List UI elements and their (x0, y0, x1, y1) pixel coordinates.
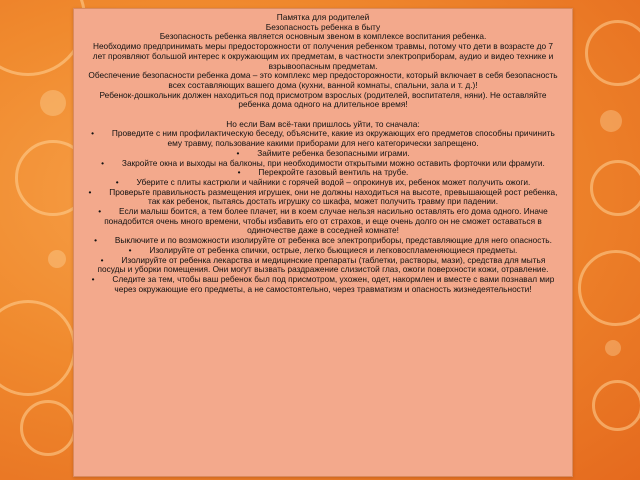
memo-bullet-item: • Выключите и по возможности изолируйте от ребенка все электроприборы, представляющие для него опасность. (94, 235, 552, 246)
memo-subtitle: Безопасность ребенка в быту (265, 21, 381, 32)
background-circle (20, 400, 76, 456)
memo-title: Памятка для родителей (276, 12, 370, 22)
memo-bullet-item: • Если малыш боится, а тем более плачет, ни в коем случае нельзя насильно оставлять его дома одного. Иначе понадобится очень много времени, чтобы избавить его от страхов, и еще очень долго он не сможет оставаться в одиночестве даже в соседней комнате! (98, 206, 551, 236)
memo-bullet-item: • Проведите с ним профилактическую беседу, объясните, какие из окружающих его предметов способны причинить ему травму, пользование какими приборами для него категорически запрещено. (91, 128, 558, 149)
background-dot (600, 110, 622, 132)
memo-bullet-item: • Изолируйте от ребенка лекарства и медицинские препараты (таблетки, растворы, мази), средства для мытья посуды и уборки помещения. Они могут вызвать раздражение слизистой глаз, ожоги поверхности кожи, отравление. (97, 254, 549, 275)
memo-section-heading: Но если Вам всё-таки пришлось уйти, то сначала: (226, 118, 420, 129)
memo-bullet-item: • Займите ребенка безопасными играми. (236, 147, 410, 158)
background-circle (578, 250, 640, 326)
memo-paragraph: Обеспечение безопасности ребенка дома – это комплекс мер предосторожности, который включает в себя безопасность всех составляющих вашего дома (кухни, ванной комнаты, спальни, зала и т. д.)! (88, 70, 558, 90)
background-dot (40, 90, 66, 116)
background-dot (48, 250, 66, 268)
memo-paragraph: Необходимо предпринимать меры предосторожности от получения ребенком травмы, потому что дети в возрасте до 7 лет проявляют большой интерес к окружающим их предметам, в частности электроприборам, аудио и видео технике и взрывоопасным предметам. (92, 41, 554, 71)
background-dot (605, 340, 621, 356)
memo-bullet-item: • Уберите с плиты кастрюли и чайники с горячей водой – опрокинув их, ребенок может получить ожоги. (115, 176, 531, 187)
memo-paragraph: Ребенок-дошкольник должен находиться под присмотром взрослых (родителей, воспитателя, няни). Не оставляйте ребенка дома одного на длительное время! (99, 89, 547, 110)
background-circle (0, 300, 76, 396)
memo-bullet-item: • Закройте окна и выходы на балконы, при необходимости открытыми можно оставить форточки или фрамуги. (101, 157, 545, 168)
background-circle (585, 20, 640, 86)
memo-bullet-item: • Изолируйте от ребенка спички, острые, легко бьющиеся и легковоспламеняющиеся предметы. (128, 244, 518, 255)
background-circle (590, 160, 640, 216)
memo-bullet-item: • Проверьте правильность размещения игрушек, они не должны находиться на высоте, превышающей рост ребенка, так как ребенок, пытаясь достать игрушку со шкафа, может получить травму при падении. (88, 186, 560, 207)
background-circle (592, 380, 640, 431)
memo-paragraph: Безопасность ребенка является основным звеном в комплексе воспитания ребенка. (159, 31, 487, 42)
memo-bullet-item: • Следите за тем, чтобы ваш ребенок был под присмотром, ухожен, одет, накормлен и вместе с вами познавал мир через окружающие его предметы, а не самостоятельно, через травматизм и опасность жизнедеятельности! (91, 273, 557, 294)
memo-bullet-item: • Перекройте газовый вентиль на трубе. (237, 167, 409, 178)
memo-panel (73, 8, 573, 477)
